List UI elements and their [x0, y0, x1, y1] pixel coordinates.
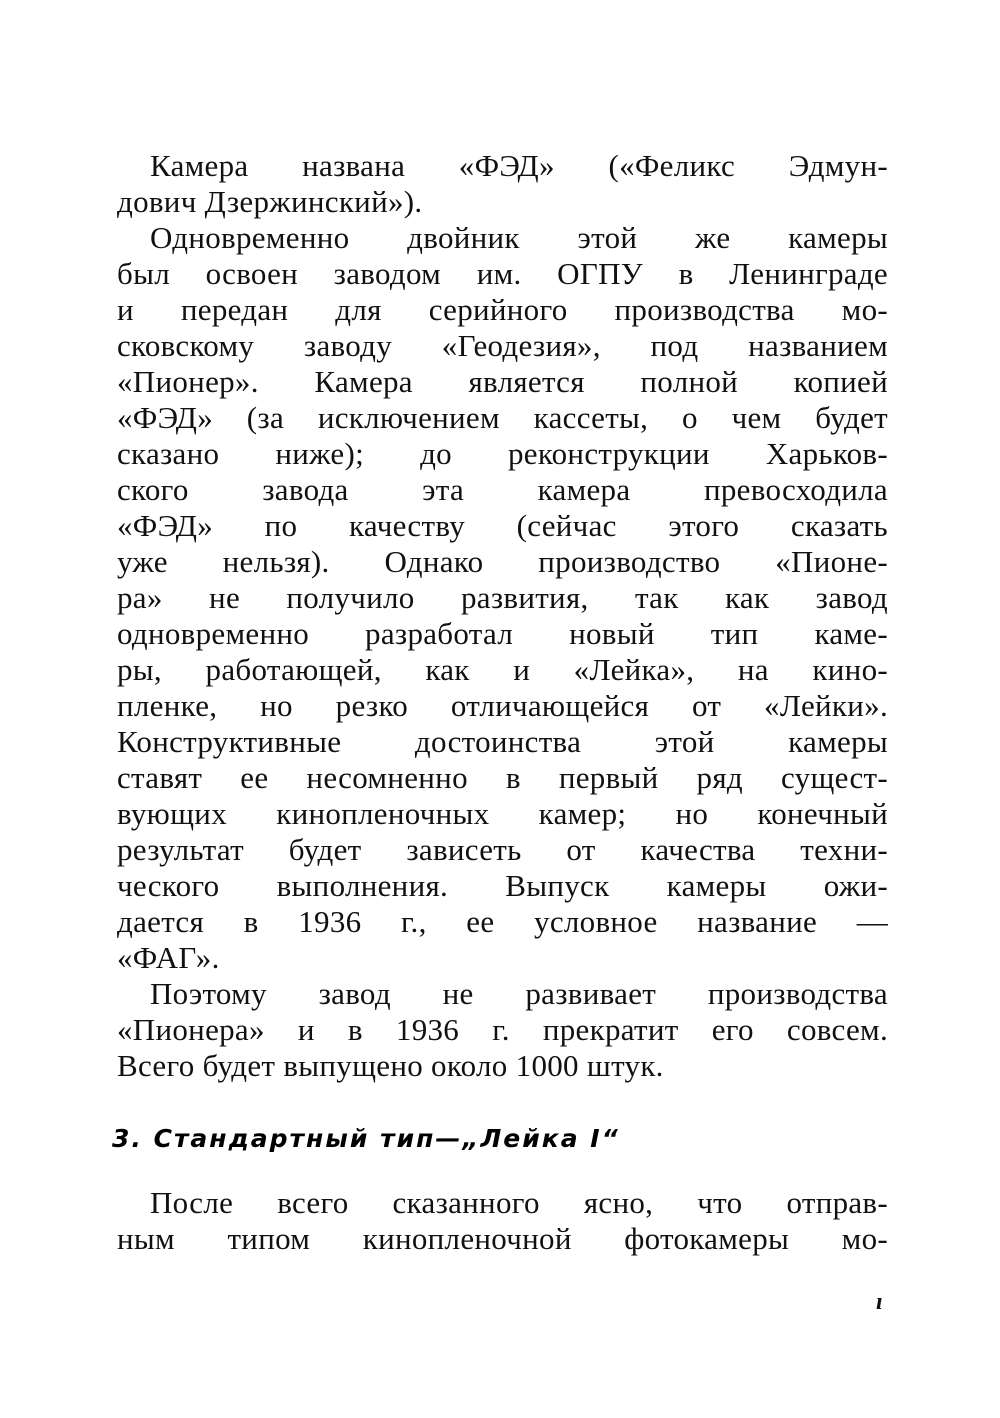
text-line: ным типом кинопленочной фотокамеры мо-: [117, 1221, 888, 1256]
text-line: сказано ниже); до реконструкции Харьков-: [117, 436, 888, 471]
text-line: «ФЭД» по качеству (сейчас этого сказать: [117, 508, 888, 543]
text-line: «ФАГ».: [117, 940, 220, 975]
text-line: Камера названа «ФЭД» («Феликс Эдмун-: [150, 148, 888, 183]
text-line: уже нельзя). Однако производство «Пионе-: [117, 544, 888, 579]
text-line: «Пионер». Камера является полной копией: [117, 364, 888, 399]
text-line: Конструктивные достоинства этой камеры: [117, 724, 888, 759]
text-line: После всего сказанного ясно, что отправ-: [150, 1185, 888, 1220]
text-line: вующих кинопленочных камер; но конечный: [117, 796, 888, 831]
text-line: результат будет зависеть от качества техни-: [117, 832, 888, 867]
text-line: Всего будет выпущено около 1000 штук.: [117, 1048, 664, 1083]
text-line: ставят ее несомненно в первый ряд сущест-: [117, 760, 888, 795]
text-line: Одновременно двойник этой же камеры: [150, 220, 888, 255]
text-line: ского завода эта камера превосходила: [117, 472, 888, 507]
text-line: Поэтому завод не развивает производства: [150, 976, 888, 1011]
text-line: был освоен заводом им. ОГПУ в Ленинграде: [117, 256, 888, 291]
text-line: «Пионера» и в 1936 г. прекратит его совсем.: [117, 1012, 888, 1047]
text-line: и передан для серийного производства мо-: [117, 292, 888, 327]
text-line: дович Дзержинский»).: [117, 184, 423, 219]
text-line: ры, работающей, как и «Лейка», на кино-: [117, 652, 888, 687]
text-line: одновременно разработал новый тип каме-: [117, 616, 888, 651]
section-heading: 3. Стандартный тип—„Лейка I“: [112, 1124, 620, 1153]
text-line: пленке, но резко отличающейся от «Лейки».: [117, 688, 888, 723]
text-line: ческого выполнения. Выпуск камеры ожи-: [117, 868, 888, 903]
text-line: сковскому заводу «Геодезия», под названием: [117, 328, 888, 363]
text-line: «ФЭД» (за исключением кассеты, о чем будет: [117, 400, 888, 435]
page-mark: ı: [876, 1289, 883, 1315]
text-line: дается в 1936 г., ее условное название —: [117, 904, 888, 939]
text-line: ра» не получило развития, так как завод: [117, 580, 888, 615]
